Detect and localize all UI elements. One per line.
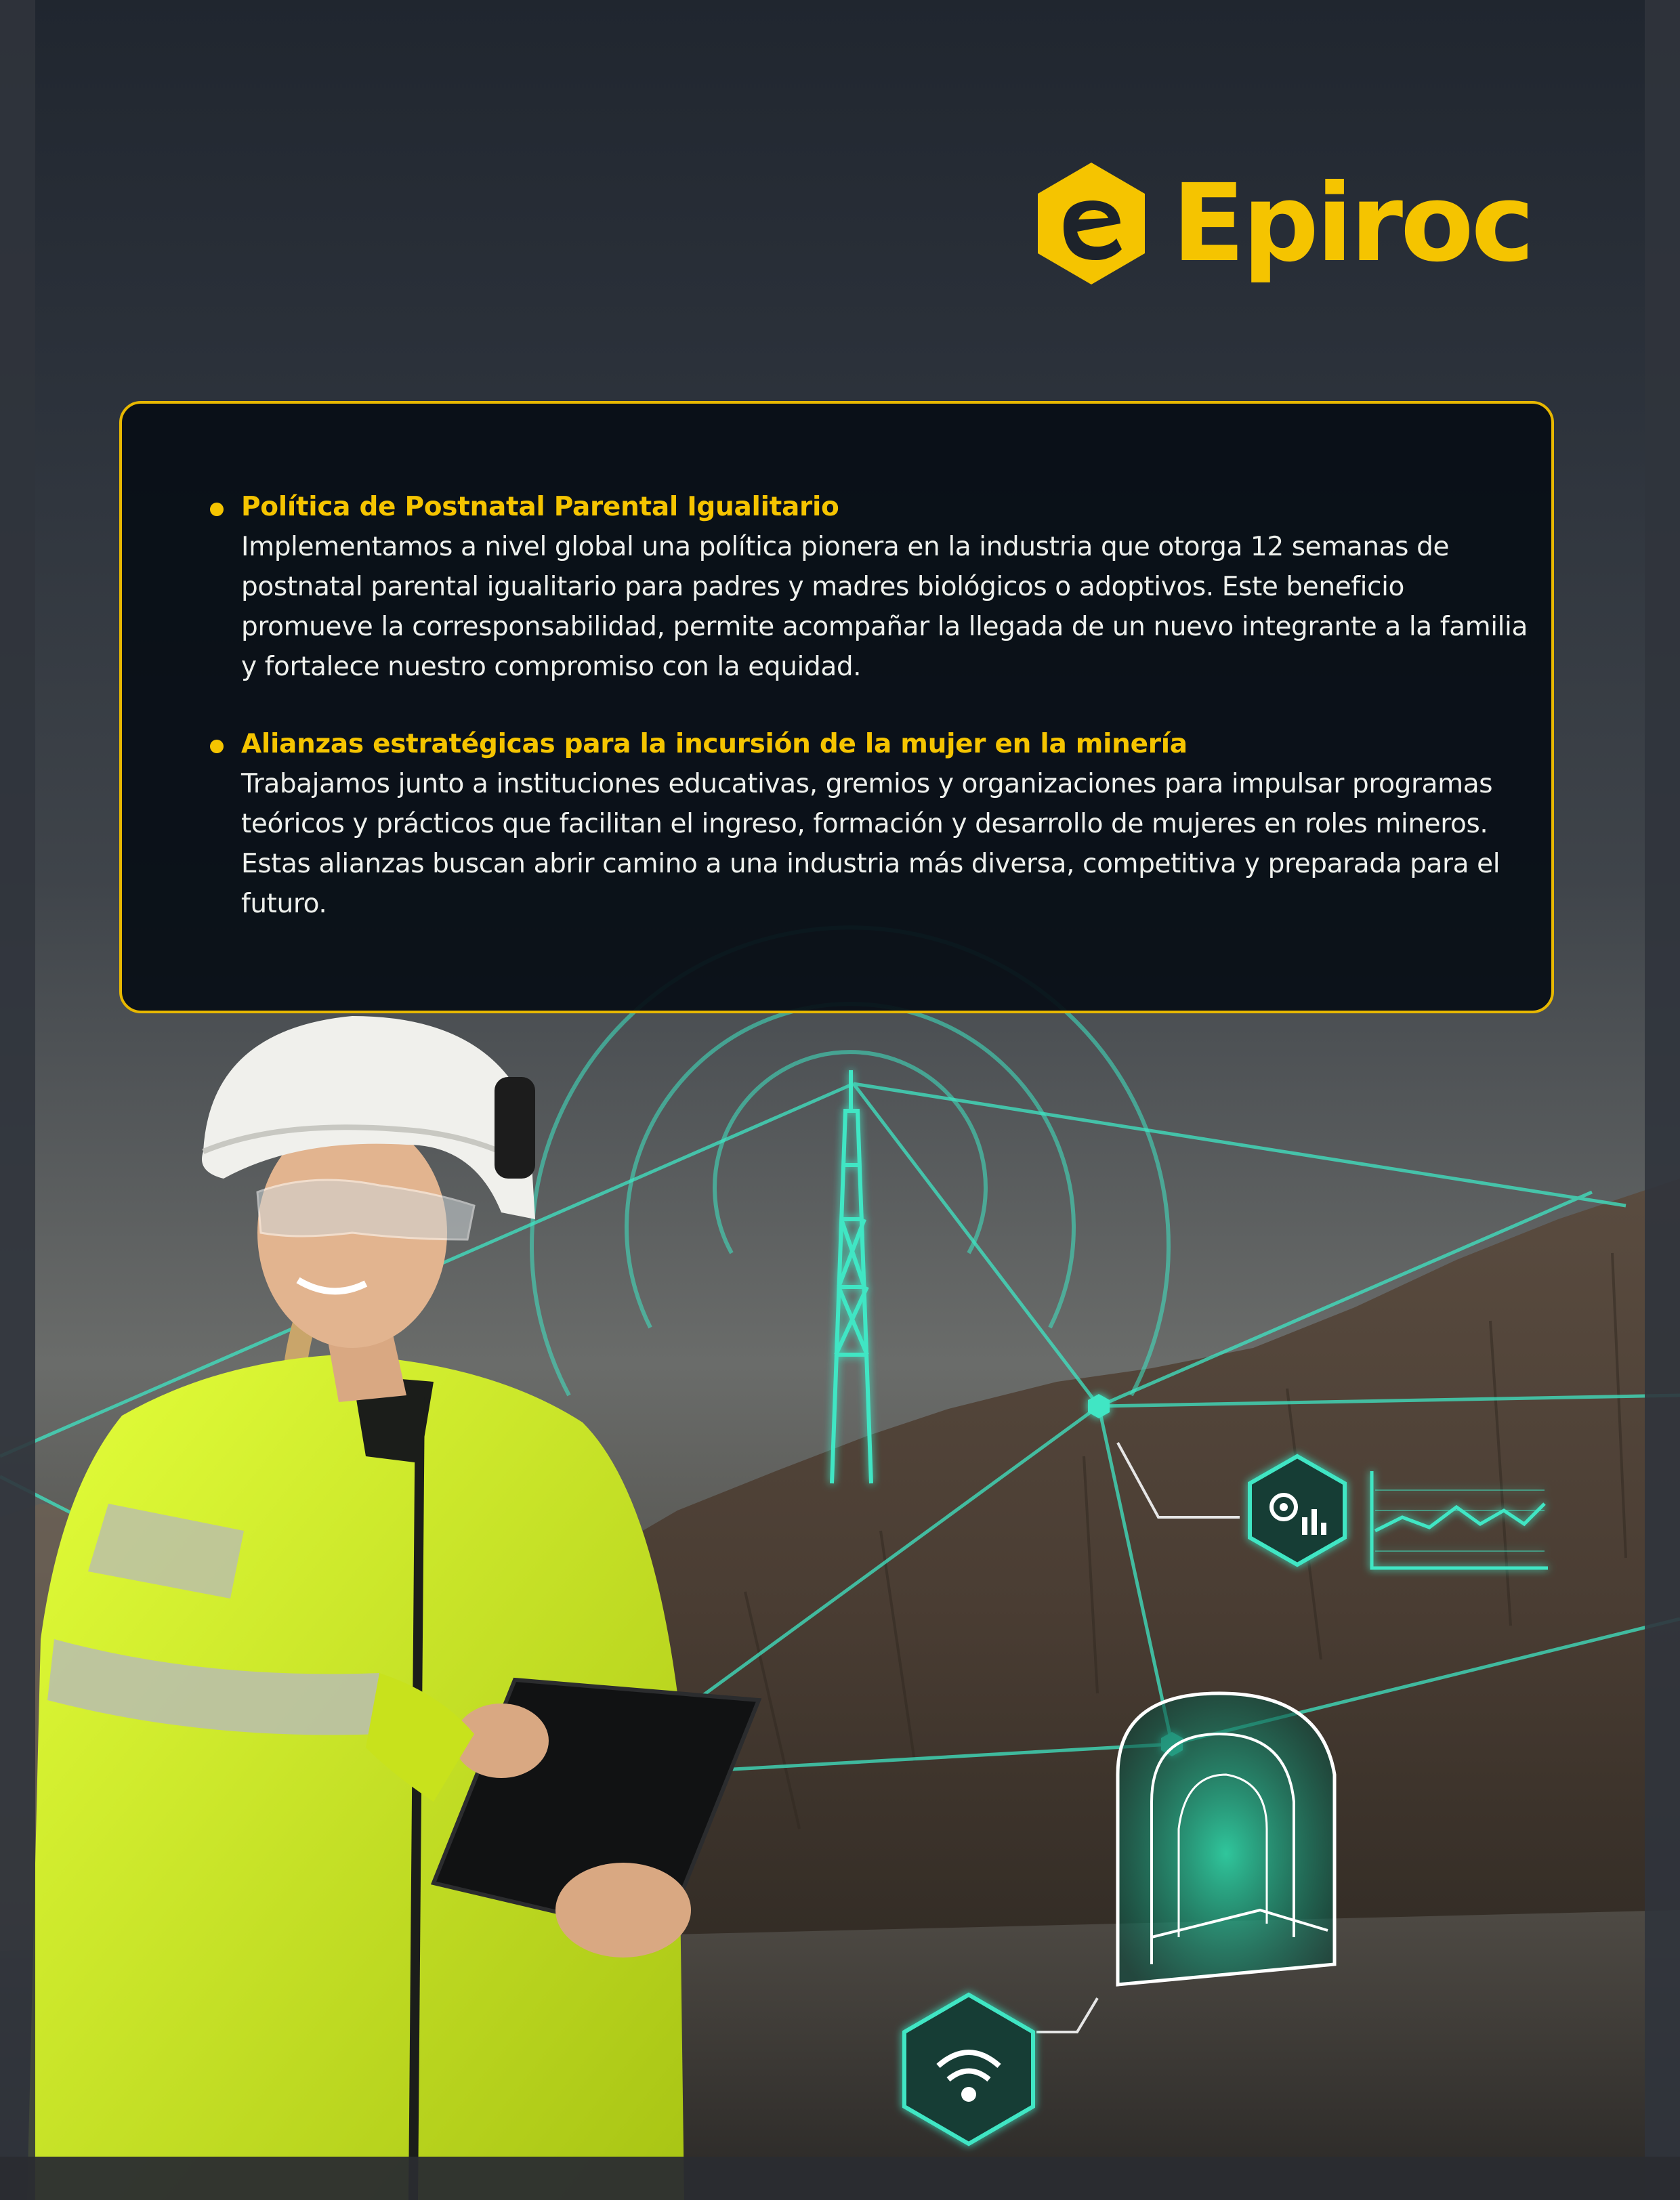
info-item [241,725,1542,924]
info-item [241,488,1542,687]
tower-icon [832,1070,871,1483]
info-card [119,401,1554,1013]
item-title: Política de Postnatal Parental Igualitario [241,492,839,522]
right-border-band [1645,0,1680,2200]
bullet-dot [210,740,224,753]
item-body: Trabajamos junto a instituciones educativas, gremios y organizaciones para impulsar programas teóricos y prácticos que facilitan el ingreso, formación y desarrollo de mujeres en roles mineros. Estas alianzas buscan abrir camino a una industria más diversa, competitiva y preparada para el futuro. [241,769,1500,919]
epiroc-hexagon-icon [1035,161,1148,286]
tunnel-icon [1118,1693,1335,1985]
bullet-dot [210,503,224,516]
item-title: Alianzas estratégicas para la incursión de la mujer en la minería [241,729,1188,759]
brand-name: Epiroc [1172,161,1532,286]
epiroc-logo [1035,161,1532,286]
bottom-border-band [0,2157,1680,2200]
item-body: Implementamos a nivel global una política pionera en la industria que otorga 12 semanas de postnatal parental igualitario para padres y madres biológicos o adoptivos. Este beneficio promueve la corresponsabilidad, permite acompañar la llegada de un nuevo integrante a la familia y fortalece nuestro compromiso con la equidad. [241,532,1528,682]
worker-figure [27,1016,759,2200]
left-border-band [0,0,35,2200]
